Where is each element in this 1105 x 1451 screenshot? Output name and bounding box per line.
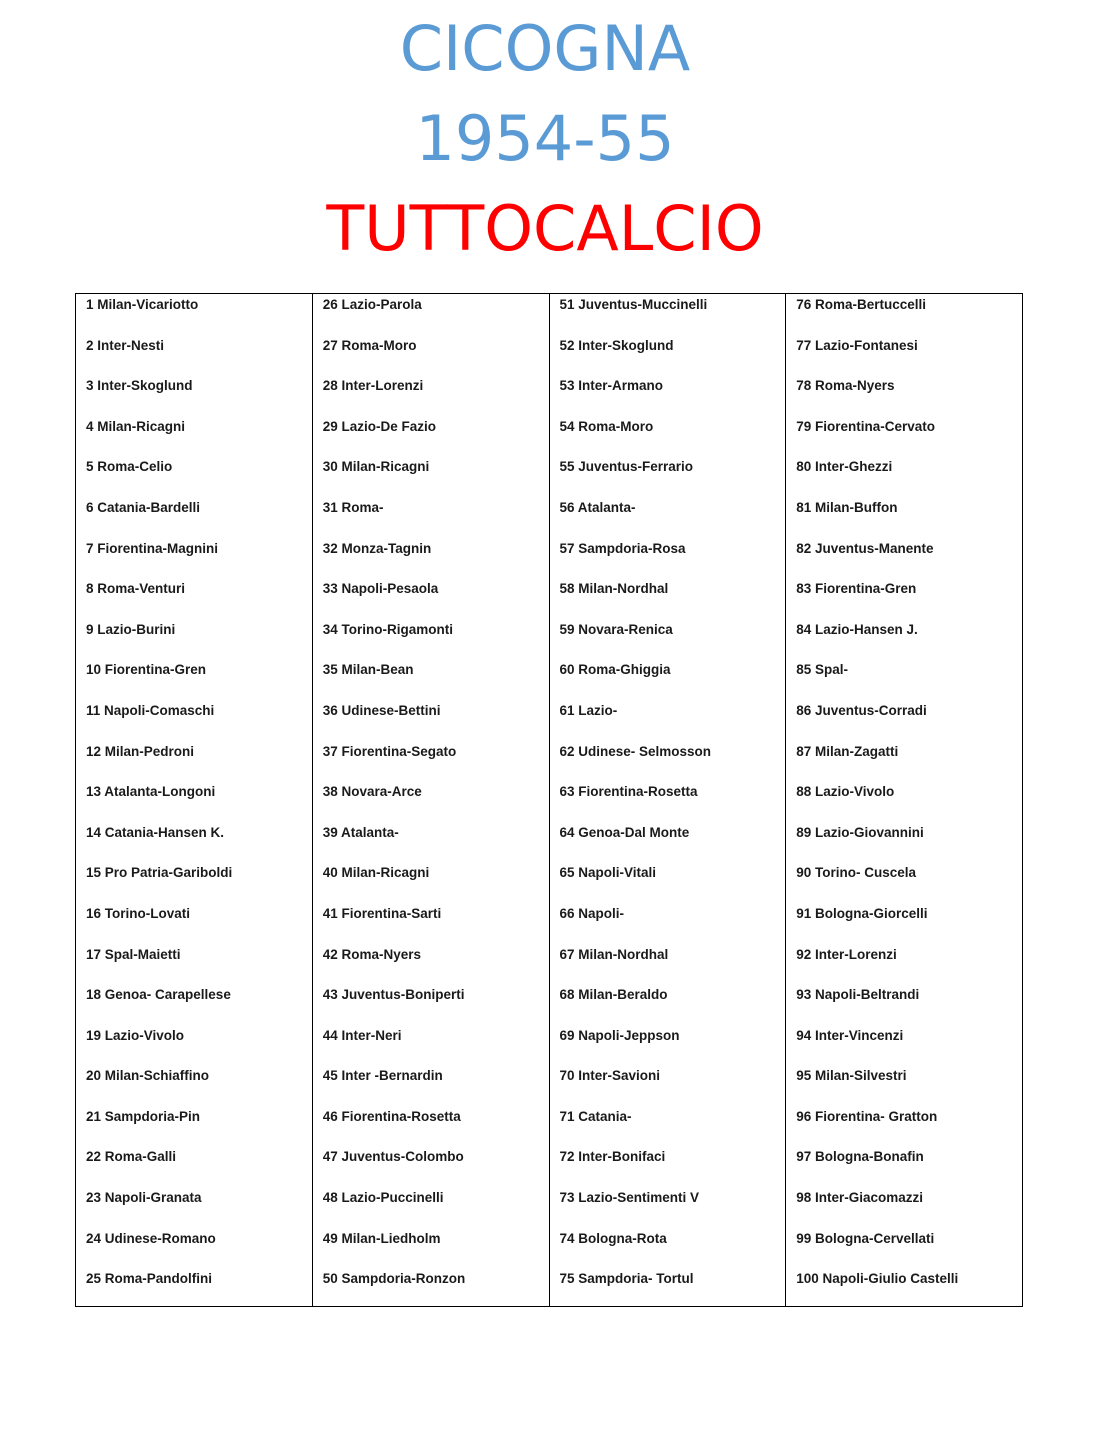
checklist-entry: 68 Milan-Beraldo: [559, 987, 668, 1003]
checklist-entry: 97 Bologna-Bonafin: [796, 1149, 924, 1165]
checklist-entry: 41 Fiorentina-Sarti: [322, 905, 442, 921]
checklist-entry: 38 Novara-Arce: [322, 784, 422, 800]
checklist-entry: 40 Milan-Ricagni: [322, 865, 430, 881]
checklist-entry: 55 Juventus-Ferrario: [559, 459, 694, 475]
checklist-entry: 29 Lazio-De Fazio: [322, 418, 437, 434]
checklist-entry: 54 Roma-Moro: [559, 418, 654, 434]
checklist-entry: 48 Lazio-Puccinelli: [322, 1190, 444, 1206]
checklist-entry: 59 Novara-Renica: [559, 621, 673, 637]
checklist-entry: 73 Lazio-Sentimenti V: [559, 1190, 700, 1206]
checklist-entry: 58 Milan-Nordhal: [559, 581, 669, 597]
checklist-entry: 88 Lazio-Vivolo: [796, 784, 895, 800]
checklist-entry: 72 Inter-Bonifaci: [559, 1149, 666, 1165]
title-collection: CICOGNA: [399, 12, 691, 85]
checklist-entry: 52 Inter-Skoglund: [559, 337, 674, 353]
checklist-entry: 15 Pro Patria-Gariboldi: [86, 865, 233, 881]
checklist-entry: 49 Milan-Liedholm: [322, 1230, 441, 1246]
checklist-entry: 57 Sampdoria-Rosa: [559, 540, 686, 556]
checklist-entry: 22 Roma-Galli: [86, 1149, 177, 1165]
checklist-entry: 94 Inter-Vincenzi: [796, 1027, 904, 1043]
checklist-entry: 77 Lazio-Fontanesi: [796, 337, 918, 353]
checklist-entry: 95 Milan-Silvestri: [796, 1068, 907, 1084]
checklist-entry: 11 Napoli-Comaschi: [86, 702, 215, 718]
checklist-entry: 83 Fiorentina-Gren: [796, 581, 917, 597]
checklist-entry: 75 Sampdoria- Tortul: [559, 1271, 694, 1287]
checklist-entry: 50 Sampdoria-Ronzon: [322, 1271, 466, 1287]
checklist-column-3: [549, 294, 786, 1306]
checklist-entry: 33 Napoli-Pesaola: [322, 581, 439, 597]
checklist-entry: 100 Napoli-Giulio Castelli: [796, 1271, 959, 1287]
checklist-entry: 81 Milan-Buffon: [796, 499, 898, 515]
checklist-entry: 44 Inter-Neri: [322, 1027, 402, 1043]
checklist-entry: 24 Udinese-Romano: [86, 1230, 216, 1246]
checklist-entry: 53 Inter-Armano: [559, 378, 664, 394]
checklist-table: [75, 293, 1023, 1307]
checklist-entry: 69 Napoli-Jeppson: [559, 1027, 680, 1043]
checklist-entry: 82 Juventus-Manente: [796, 540, 934, 556]
checklist-entry: 98 Inter-Giacomazzi: [796, 1190, 924, 1206]
checklist-entry: 84 Lazio-Hansen J.: [796, 621, 918, 637]
checklist-entry: 4 Milan-Ricagni: [86, 418, 186, 434]
checklist-entry: 9 Lazio-Burini: [86, 621, 176, 637]
checklist-entry: 3 Inter-Skoglund: [86, 378, 193, 394]
checklist-entry: 13 Atalanta-Longoni: [86, 784, 216, 800]
checklist-entry: 90 Torino- Cuscela: [796, 865, 917, 881]
checklist-entry: 70 Inter-Savioni: [559, 1068, 661, 1084]
checklist-entry: 64 Genoa-Dal Monte: [559, 824, 690, 840]
checklist-entry: 31 Roma-: [322, 499, 384, 515]
checklist-entry: 18 Genoa- Carapellese: [86, 987, 231, 1003]
checklist-column-4: [785, 294, 1022, 1306]
checklist-entry: 16 Torino-Lovati: [86, 905, 191, 921]
checklist-entry: 2 Inter-Nesti: [86, 337, 165, 353]
checklist-entry: 63 Fiorentina-Rosetta: [559, 784, 698, 800]
checklist-entry: 6 Catania-Bardelli: [86, 499, 201, 515]
checklist-entry: 32 Monza-Tagnin: [322, 540, 432, 556]
checklist-entry: 8 Roma-Venturi: [86, 581, 186, 597]
checklist-entry: 39 Atalanta-: [322, 824, 399, 840]
checklist-entry: 99 Bologna-Cervellati: [796, 1230, 935, 1246]
checklist-entry: 61 Lazio-: [559, 702, 618, 718]
checklist-entry: 42 Roma-Nyers: [322, 946, 422, 962]
checklist-entry: 21 Sampdoria-Pin: [86, 1108, 201, 1124]
checklist-entry: 14 Catania-Hansen K.: [86, 824, 225, 840]
checklist-column-2: [312, 294, 549, 1306]
checklist-entry: 62 Udinese- Selmosson: [559, 743, 712, 759]
checklist-entry: 91 Bologna-Giorcelli: [796, 905, 928, 921]
checklist-entry: 5 Roma-Celio: [86, 459, 173, 475]
title-season: 1954-55: [415, 102, 675, 175]
checklist-entry: 60 Roma-Ghiggia: [559, 662, 671, 678]
checklist-entry: 66 Napoli-: [559, 905, 625, 921]
checklist-entry: 36 Udinese-Bettini: [322, 702, 441, 718]
checklist-entry: 35 Milan-Bean: [322, 662, 414, 678]
checklist-entry: 45 Inter -Bernardin: [322, 1068, 443, 1084]
checklist-entry: 20 Milan-Schiaffino: [86, 1068, 210, 1084]
checklist-entry: 10 Fiorentina-Gren: [86, 662, 207, 678]
checklist-entry: 76 Roma-Bertuccelli: [796, 297, 927, 312]
checklist-entry: 93 Napoli-Beltrandi: [796, 987, 920, 1003]
checklist-entry: 30 Milan-Ricagni: [322, 459, 430, 475]
checklist-entry: 12 Milan-Pedroni: [86, 743, 195, 759]
title-publisher: TUTTOCALCIO: [326, 192, 764, 265]
checklist-entry: 87 Milan-Zagatti: [796, 743, 899, 759]
checklist-entry: 28 Inter-Lorenzi: [322, 378, 424, 394]
checklist-entry: 67 Milan-Nordhal: [559, 946, 669, 962]
checklist-entry: 27 Roma-Moro: [322, 337, 417, 353]
checklist-entry: 25 Roma-Pandolfini: [86, 1271, 213, 1287]
checklist-entry: 1 Milan-Vicariotto: [86, 297, 199, 312]
checklist-entry: 17 Spal-Maietti: [86, 946, 181, 962]
checklist-entry: 34 Torino-Rigamonti: [322, 621, 453, 637]
checklist-entry: 56 Atalanta-: [559, 499, 636, 515]
checklist-entry: 23 Napoli-Granata: [86, 1190, 202, 1206]
checklist-entry: 37 Fiorentina-Segato: [322, 743, 457, 759]
checklist-entry: 79 Fiorentina-Cervato: [796, 418, 936, 434]
checklist-entry: 46 Fiorentina-Rosetta: [322, 1108, 461, 1124]
checklist-entry: 85 Spal-: [796, 662, 849, 678]
checklist-entry: 7 Fiorentina-Magnini: [86, 540, 219, 556]
checklist-entry: 96 Fiorentina- Gratton: [796, 1108, 938, 1124]
checklist-entry: 92 Inter-Lorenzi: [796, 946, 897, 962]
checklist-entry: 89 Lazio-Giovannini: [796, 824, 924, 840]
checklist-column-1: [76, 294, 312, 1306]
checklist-entry: 86 Juventus-Corradi: [796, 702, 927, 718]
checklist-entry: 19 Lazio-Vivolo: [86, 1027, 185, 1043]
checklist-entry: 26 Lazio-Parola: [322, 297, 422, 312]
checklist-entry: 43 Juventus-Boniperti: [322, 987, 465, 1003]
checklist-entry: 65 Napoli-Vitali: [559, 865, 657, 881]
checklist-entry: 74 Bologna-Rota: [559, 1230, 667, 1246]
checklist-entry: 78 Roma-Nyers: [796, 378, 895, 394]
checklist-entry: 47 Juventus-Colombo: [322, 1149, 464, 1165]
checklist-entry: 71 Catania-: [559, 1108, 632, 1124]
checklist-entry: 80 Inter-Ghezzi: [796, 459, 893, 475]
checklist-entry: 51 Juventus-Muccinelli: [559, 297, 708, 312]
